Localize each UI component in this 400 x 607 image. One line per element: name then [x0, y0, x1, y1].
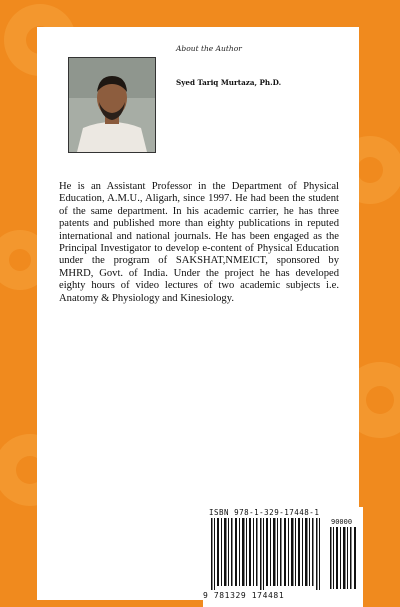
author-name: Syed Tariq Murtaza, Ph.D. — [176, 78, 282, 87]
barcode-digits: 9 781329 174481 — [203, 591, 285, 600]
price-code: 90000 — [331, 518, 353, 526]
isbn-text: ISBN 978-1-329-17448-1 — [209, 508, 320, 517]
back-cover-panel — [37, 27, 359, 600]
author-bio: He is an Assistant Professor in the Department of Physical Education, A.M.U., Aligarh, since 1997. He had been the student of the same department. In his academic carrier, he has three patents and published more than eighty publications in reputed international and national journals. He has been engaged as the Principal Investigator to develop e-content of Physical Education under the program of SAKSHAT,NMEICT, sponsored by MHRD, Govt. of India. Under the project he has developed eighty hours of video lectures of two academic subjects i.e. Anatomy & Physiology and Kinesiology. — [59, 181, 339, 304]
barcode-icon — [207, 518, 327, 590]
isbn-barcode — [203, 507, 363, 607]
about-author-label: About the Author — [176, 44, 242, 53]
author-photo — [68, 57, 156, 153]
price-barcode-icon — [329, 527, 359, 589]
